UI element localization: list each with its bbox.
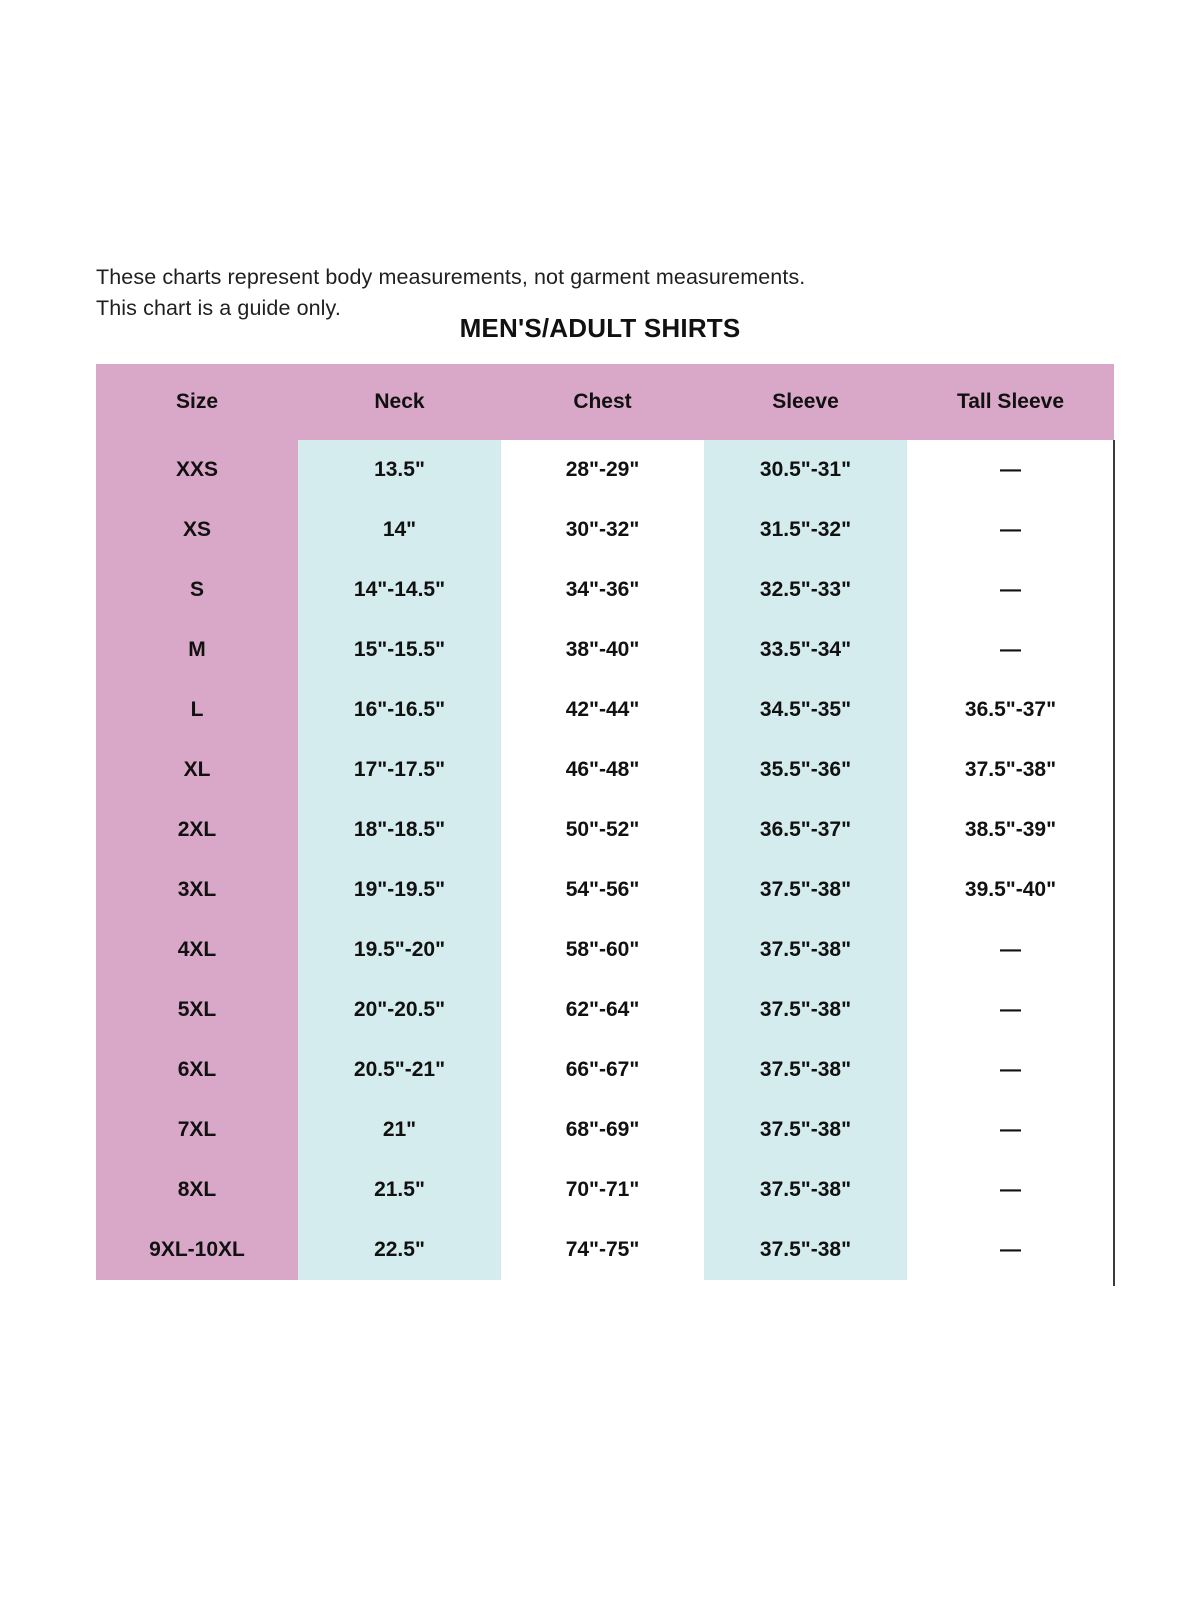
table-row bbox=[96, 560, 1114, 620]
cell-tall-sleeve: 36.5"-37" bbox=[907, 680, 1114, 740]
cell-neck: 14"-14.5" bbox=[298, 560, 501, 620]
cell-size: 7XL bbox=[96, 1100, 298, 1160]
cell-neck: 19.5"-20" bbox=[298, 920, 501, 980]
cell-neck: 20"-20.5" bbox=[298, 980, 501, 1040]
cell-neck: 20.5"-21" bbox=[298, 1040, 501, 1100]
chart-title: MEN'S/ADULT SHIRTS bbox=[459, 313, 741, 343]
table-row bbox=[96, 1220, 1114, 1280]
cell-neck: 15"-15.5" bbox=[298, 620, 501, 680]
cell-size: S bbox=[96, 560, 298, 620]
cell-tall-sleeve: — bbox=[907, 560, 1114, 620]
cell-chest: 54"-56" bbox=[501, 860, 704, 920]
cell-size: 2XL bbox=[96, 800, 298, 860]
column-header-size: Size bbox=[96, 364, 298, 440]
table-row bbox=[96, 800, 1114, 860]
cell-tall-sleeve: — bbox=[907, 980, 1114, 1040]
cell-chest: 28"-29" bbox=[501, 440, 704, 500]
cell-size: M bbox=[96, 620, 298, 680]
cell-sleeve: 37.5"-38" bbox=[704, 980, 907, 1040]
cell-neck: 19"-19.5" bbox=[298, 860, 501, 920]
cell-chest: 62"-64" bbox=[501, 980, 704, 1040]
table-row bbox=[96, 620, 1114, 680]
cell-chest: 38"-40" bbox=[501, 620, 704, 680]
cell-size: XL bbox=[96, 740, 298, 800]
table-row bbox=[96, 440, 1114, 500]
cell-tall-sleeve: — bbox=[907, 620, 1114, 680]
cell-neck: 22.5" bbox=[298, 1220, 501, 1280]
cell-tall-sleeve: — bbox=[907, 440, 1114, 500]
column-header-sleeve: Sleeve bbox=[704, 364, 907, 440]
cell-sleeve: 32.5"-33" bbox=[704, 560, 907, 620]
cell-neck: 13.5" bbox=[298, 440, 501, 500]
cell-chest: 66"-67" bbox=[501, 1040, 704, 1100]
intro-line-2: This chart is a guide only. bbox=[96, 296, 341, 320]
cell-sleeve: 36.5"-37" bbox=[704, 800, 907, 860]
cell-chest: 46"-48" bbox=[501, 740, 704, 800]
cell-chest: 42"-44" bbox=[501, 680, 704, 740]
cell-chest: 50"-52" bbox=[501, 800, 704, 860]
cell-chest: 30"-32" bbox=[501, 500, 704, 560]
table-row bbox=[96, 740, 1114, 800]
cell-size: XS bbox=[96, 500, 298, 560]
cell-size: 3XL bbox=[96, 860, 298, 920]
cell-tall-sleeve: 39.5"-40" bbox=[907, 860, 1114, 920]
cell-sleeve: 34.5"-35" bbox=[704, 680, 907, 740]
cell-size: 8XL bbox=[96, 1160, 298, 1220]
cell-sleeve: 37.5"-38" bbox=[704, 860, 907, 920]
table-row bbox=[96, 980, 1114, 1040]
cell-sleeve: 30.5"-31" bbox=[704, 440, 907, 500]
table-row bbox=[96, 1040, 1114, 1100]
cell-sleeve: 33.5"-34" bbox=[704, 620, 907, 680]
cell-tall-sleeve: — bbox=[907, 920, 1114, 980]
cell-size: 4XL bbox=[96, 920, 298, 980]
cell-tall-sleeve: — bbox=[907, 500, 1114, 560]
table-right-rule bbox=[1113, 440, 1115, 1286]
column-header-tall-sleeve: Tall Sleeve bbox=[907, 364, 1114, 440]
cell-neck: 17"-17.5" bbox=[298, 740, 501, 800]
table-row bbox=[96, 500, 1114, 560]
table-header-row bbox=[96, 364, 1114, 440]
cell-neck: 21.5" bbox=[298, 1160, 501, 1220]
cell-size: XXS bbox=[96, 440, 298, 500]
table-row bbox=[96, 1160, 1114, 1220]
cell-neck: 21" bbox=[298, 1100, 501, 1160]
column-header-chest: Chest bbox=[501, 364, 704, 440]
cell-neck: 18"-18.5" bbox=[298, 800, 501, 860]
cell-chest: 74"-75" bbox=[501, 1220, 704, 1280]
cell-size: 5XL bbox=[96, 980, 298, 1040]
cell-tall-sleeve: — bbox=[907, 1160, 1114, 1220]
cell-tall-sleeve: — bbox=[907, 1220, 1114, 1280]
table-row bbox=[96, 680, 1114, 740]
cell-chest: 34"-36" bbox=[501, 560, 704, 620]
size-table-wrapper bbox=[96, 364, 1114, 1280]
table-row bbox=[96, 1100, 1114, 1160]
table-row bbox=[96, 920, 1114, 980]
cell-sleeve: 35.5"-36" bbox=[704, 740, 907, 800]
cell-sleeve: 37.5"-38" bbox=[704, 1100, 907, 1160]
table-header bbox=[96, 364, 1114, 440]
cell-chest: 58"-60" bbox=[501, 920, 704, 980]
table-body bbox=[96, 440, 1114, 1280]
cell-tall-sleeve: 37.5"-38" bbox=[907, 740, 1114, 800]
cell-size: 6XL bbox=[96, 1040, 298, 1100]
cell-tall-sleeve: — bbox=[907, 1100, 1114, 1160]
cell-size: L bbox=[96, 680, 298, 740]
table-row bbox=[96, 860, 1114, 920]
column-header-neck: Neck bbox=[298, 364, 501, 440]
cell-sleeve: 37.5"-38" bbox=[704, 1220, 907, 1280]
intro-line-1: These charts represent body measurements, not garment measurements. bbox=[96, 265, 806, 289]
cell-sleeve: 31.5"-32" bbox=[704, 500, 907, 560]
cell-tall-sleeve: 38.5"-39" bbox=[907, 800, 1114, 860]
cell-chest: 70"-71" bbox=[501, 1160, 704, 1220]
cell-sleeve: 37.5"-38" bbox=[704, 1040, 907, 1100]
cell-chest: 68"-69" bbox=[501, 1100, 704, 1160]
cell-sleeve: 37.5"-38" bbox=[704, 920, 907, 980]
cell-sleeve: 37.5"-38" bbox=[704, 1160, 907, 1220]
cell-tall-sleeve: — bbox=[907, 1040, 1114, 1100]
cell-size: 9XL-10XL bbox=[96, 1220, 298, 1280]
cell-neck: 16"-16.5" bbox=[298, 680, 501, 740]
cell-neck: 14" bbox=[298, 500, 501, 560]
size-table bbox=[96, 364, 1114, 1280]
